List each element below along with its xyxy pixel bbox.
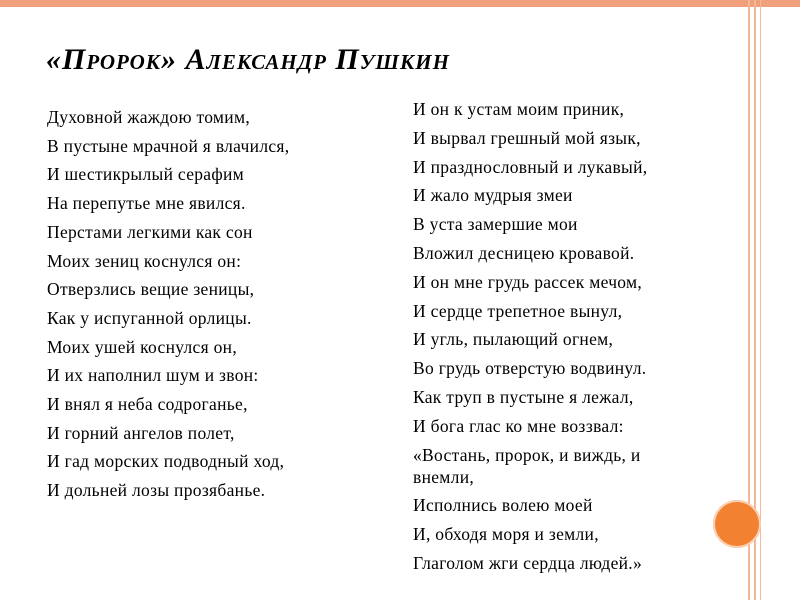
poem-line: И он к устам моим приник, (413, 99, 625, 119)
poem-line: Как труп в пустыне я лежал, (413, 387, 634, 407)
poem-line: В уста замершие мои (413, 214, 578, 235)
top-accent-bar (0, 0, 800, 7)
poem-line: И внял я неба содроганье, (47, 394, 248, 414)
slide-title: «Пророк» Александр Пушкин (46, 43, 450, 76)
right-decorative-rail (760, 0, 761, 600)
poem-line: И бога глас ко мне воззвал: (413, 415, 624, 436)
poem-line: И дольней лозы прозябанье. (47, 480, 266, 501)
poem-line: И вырвал грешный мой язык, (413, 127, 641, 148)
poem-line: «Востань, пророк, и виждь, и (413, 444, 641, 465)
poem-line: И гад морских подводный ход, (47, 451, 285, 472)
poem-line: И он мне грудь рассек мечом, (413, 271, 643, 292)
poem-line: Моих ушей коснулся он, (47, 336, 238, 357)
poem-line: Вложил десницею кровавой. (413, 243, 635, 263)
poem-line: Моих зениц коснулся он: (47, 250, 242, 271)
poem-line: И празднословный и лукавый, (413, 156, 648, 177)
poem-line: И их наполнил шум и звон: (47, 365, 259, 386)
orange-circle-decoration (713, 500, 761, 548)
poem-line: На перепутье мне явился. (47, 193, 246, 214)
poem-line: Как у испуганной орлицы. (47, 307, 252, 328)
poem-line: Во грудь отверстую водвинул. (413, 358, 647, 379)
poem-line: Духовной жаждою томим, (47, 107, 251, 127)
poem-line: И, обходя моря и земли, (413, 524, 599, 545)
poem-line: И жало мудрыя змеи (413, 185, 573, 206)
poem-line: И горний ангелов полет, (47, 422, 235, 443)
poem-line: внемли, (413, 466, 475, 487)
poem-line: В пустыне мрачной я влачился, (47, 135, 290, 156)
poem-line: Перстами легкими как сон (47, 221, 253, 242)
poem-line: И сердце трепетное вынул, (413, 300, 623, 321)
poem-line: И угль, пылающий огнем, (413, 329, 614, 350)
poem-line: Отверзлись вещие зеницы, (47, 279, 255, 300)
poem-line: Глаголом жги сердца людей.» (413, 553, 643, 573)
poem-line: И шестикрылый серафим (47, 164, 245, 185)
poem-line: Исполнись волею моей (413, 495, 593, 516)
